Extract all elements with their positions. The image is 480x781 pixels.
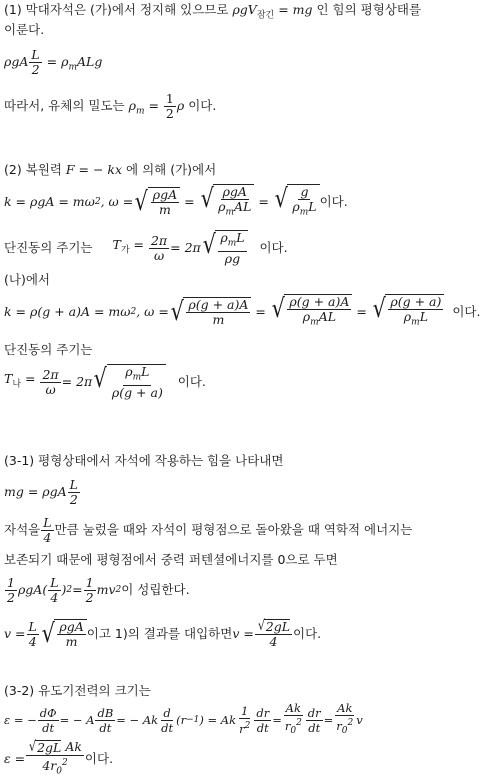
s2-period1: 단진동의 주기는 $T_가$ = $\frac{2\pi}{\omega}$ = 2π √ $\frac{\rho_mL}{\rho g}$ 이다. [4,230,288,266]
s2-line1: (2) 복원력 F = − kx 에 의해 (가)에서 [4,162,217,177]
s2-na: (나)에서 [4,272,50,287]
s3-eq1: mg = ρgA $\frac{L}{2}$ [4,476,78,507]
s3-text2: 보존되기 때문에 평형점에서 중력 퍼텐셜에너지를 0으로 두면 [4,552,338,567]
s1-eq-a: ρgV$_{잠긴}$ = mg [232,2,313,21]
s3-text1: 자석을 $\frac{L}{4}$ 만큼 눌렀을 때와 자석이 평형점으로 돌아왔을 때 역학적 에너지는 [4,514,413,545]
s1-text-b: 인 힘의 평형상태를 [312,2,422,17]
s3-eq2: $\frac{1}{2}$ ρgA( $\frac{L}{4}$ ) 2 = $\frac{1}{2}$ mv 2 이 성립한다. [7,574,190,605]
s2-period2-text: 단진동의 주기는 [4,342,93,357]
s1-line4: 따라서, 유체의 밀도는 $\rho_m$ = $\frac{1}{2}$ ρ 이다. [4,91,217,121]
s2-omega2: k = ρ(g + a)A = mω 2 , ω = √ $\frac{\rho(g + a)A}{m}$ = √ $\frac{\rho(g + a)A}{\rho_mAL}$ = √ $\frac{\rho(g + a)}{\rho_mL}$ 이다. [4,294,480,328]
s3-final: ε = √ 2gL Ak $4r_0^2$ 이다. [4,738,114,777]
s3-title2: (3-2) 유도기전력의 크기는 [4,683,151,698]
s1-line1 [4,2,421,24]
s2-period2: $T_나$ = $\frac{2\pi}{\omega}$ = 2π √ $\frac{\rho_mL}{\rho(g + a)}$ 이다. [4,364,206,400]
s1-text-a: (1) 막대자석은 (가)에서 정지해 있으므로 [4,2,233,17]
s1-line2: 이룬다. [4,22,45,37]
s3-eq3: v = $\frac{L}{4}$ √ $\frac{\text{ρgA}}{m}$ 이고 1)의 결과를 대입하면 v = √ 2gL 4 이다. [4,618,322,649]
s3-emf: ε = − $\frac{d\Phi}{dt}$ = − A $\frac{dB}{dt}$ = − Ak $\frac{d}{dt}$ (r −1 ) = Ak $\frac{1}{r^2}$ $\frac{dr}{dt}$ = $\frac{Ak}{r_0^2}$ $\frac{dr}{dt}$ = $\frac{Ak}{r_0^2}$ v [4,701,363,737]
s1-eq1: ρgA $\frac{L}{2}$ = $\rho_mALg$ [4,47,103,77]
s2-omega1: k = ρgA = mω 2 , ω = √ $\frac{\text{ρgA}}{m}$ = √ $\frac{\text{ρgA}}{\rho_mAL}$ = √ $\frac{g}{\rho_mL}$ 이다. [4,184,348,218]
s3-title1: (3-1) 평형상태에서 자석에 작용하는 힘을 나타내면 [4,453,284,468]
